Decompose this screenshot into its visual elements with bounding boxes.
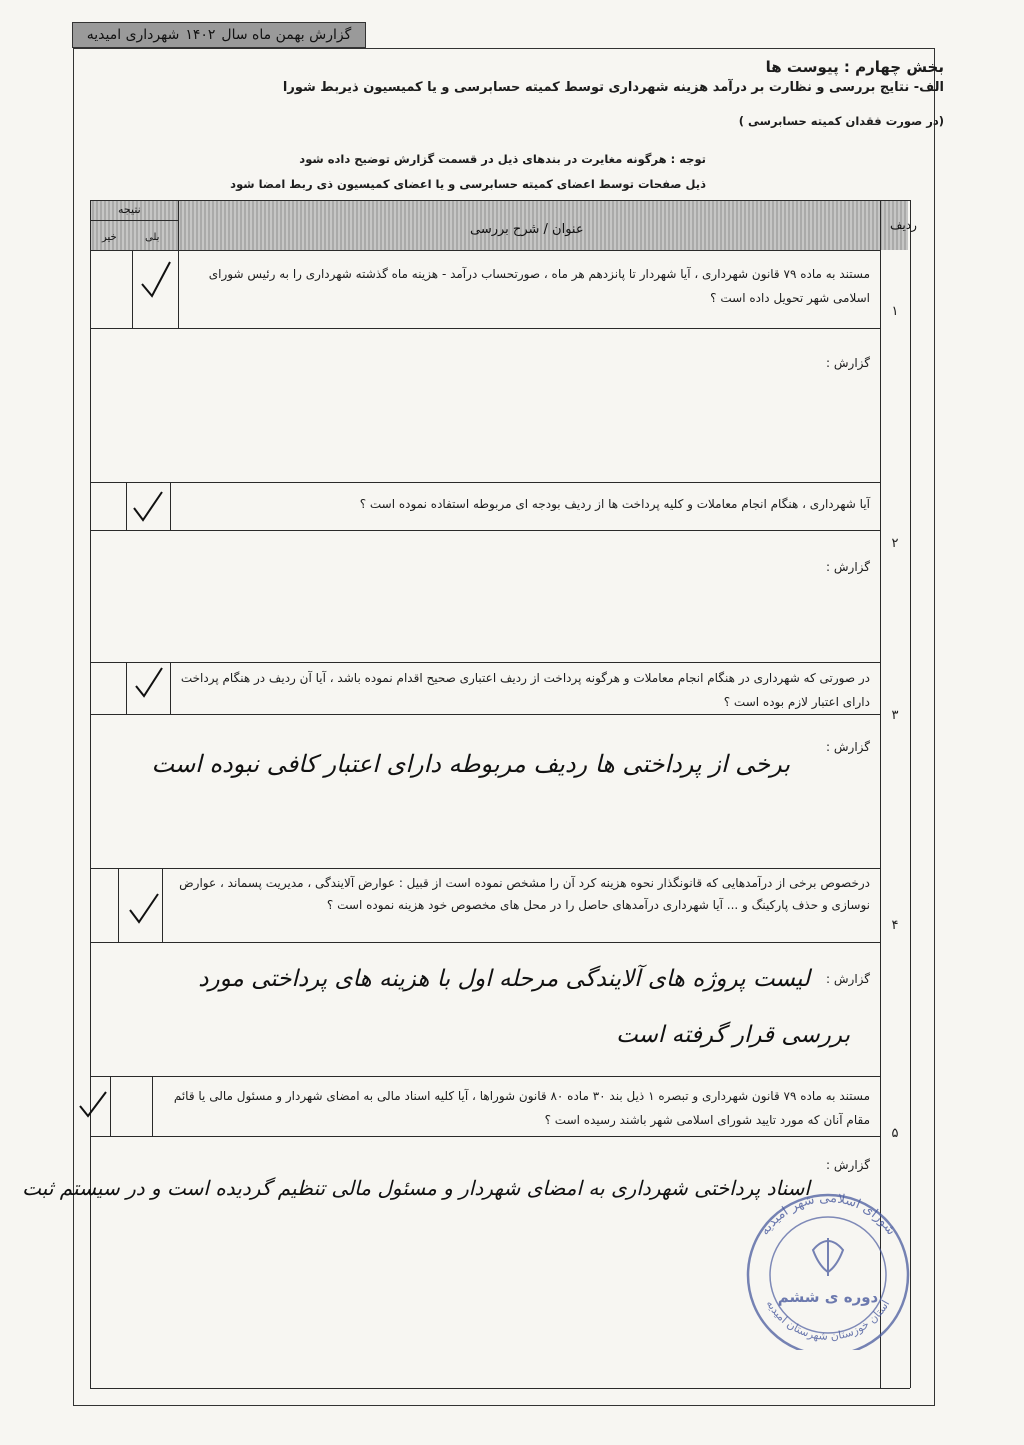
table-top-border <box>90 200 910 201</box>
header-row-no: ردیف <box>890 218 917 232</box>
row-1-bottom-line <box>90 482 880 483</box>
section-title: بخش چهارم : پیوست ها <box>765 58 944 76</box>
row-3-question: در صورتی که شهرداری در هنگام انجام معاملات و هرگونه پرداخت از ردیف اعتباری صحیح اقدام نموده باشد ، آیا آن ردیف در هنگام پرداخت دارای اعتبار لازم بوده است ؟ <box>180 671 870 709</box>
result-divider-2 <box>170 482 171 530</box>
row-4-question: درخصوص برخی از درآمدهایی که قانونگذار نحوه هزینه کرد آن را مشخص نموده است از قبیل : عوارض آلایندگی ، مدیریت پسماند ، عوارض نوسازی و حذف پارکینگ و ... آیا شهرداری درآمدهای حاصل را در محل های مخصوص خود هزینه نموده است ؟ <box>179 876 870 912</box>
row-4-question-line <box>90 942 880 943</box>
row-4-answer: لیست پروژه های آلایندگی مرحله اول با هزینه های پرداختی مورد <box>198 966 810 992</box>
stamp-top-text: شورای اسلامی شهر امیدیه <box>757 1190 899 1239</box>
row-3-check-icon <box>132 664 166 702</box>
row-4-check-icon <box>126 890 162 928</box>
result-subheader-line <box>90 220 178 221</box>
stamp-emblem-icon <box>813 1238 843 1276</box>
row-2-bottom-line <box>90 662 880 663</box>
row-5-question-line <box>90 1136 880 1137</box>
header-no: خیر <box>102 232 117 243</box>
svg-text:شورای اسلامی شهر امیدیه <box>757 1191 898 1238</box>
yes-no-divider-3 <box>126 662 127 714</box>
row-5-answer: اسناد پرداختی شهرداری به امضای شهردار و مسئول مالی تنظیم گردیده است و در سیستم ثبت <box>22 1176 810 1200</box>
row-3-number: ۳ <box>891 708 899 723</box>
row-4-bottom-line <box>90 1076 880 1077</box>
row-1-question: مستند به ماده ۷۹ قانون شهرداری ، آیا شهردار تا پانزدهم هر ماه ، صورتحساب درآمد - هزینه ماه گذشته شهرداری را به رئیس شورای اسلامی شهر تحویل داده است ؟ <box>208 267 870 305</box>
row-3-question-line <box>90 714 880 715</box>
report-header <box>72 22 366 48</box>
row-4-answer-line-2: بررسی قرار گرفته است <box>616 1022 850 1048</box>
row-5-question: مستند به ماده ۷۹ قانون شهرداری و تبصره ۱ ذیل بند ۳۰ ماده ۸۰ قانون شوراها ، آیا کلیه اسناد مالی به امضای شهردار و مسئول مالی یا قائم مقام آنان که مورد تایید شورای اسلامی شهر باشند رسیده است ؟ <box>173 1089 870 1127</box>
table-bottom-border <box>90 1388 910 1389</box>
row-2-question-line <box>90 530 880 531</box>
row-1-number: ۱ <box>891 304 899 319</box>
row-5-check-icon <box>76 1088 110 1122</box>
stamp-bottom-text: استان خوزستان شهرستان امیدیه <box>763 1297 893 1343</box>
row-1-question-line <box>90 328 880 329</box>
stamp-middle-text: دوره ی ششم <box>777 1288 879 1306</box>
row-5-report-label: گزارش : <box>826 1158 870 1172</box>
yes-no-divider-2 <box>126 482 127 530</box>
header-text: گزارش بهمن ماه سال <box>221 27 352 43</box>
note-line-2: ذیل صفحات توسط اعضای کمیته حسابرسی و یا اعضای کمیسیون ذی ربط امضا شود <box>230 177 706 191</box>
yes-no-divider-5 <box>110 1076 111 1136</box>
row-2-question: آیا شهرداری ، هنگام انجام معاملات و کلیه پرداخت ها از ردیف بودجه ای مربوطه استفاده نموده است ؟ <box>359 497 870 511</box>
row-2-check-icon <box>130 488 166 526</box>
yes-no-divider-1 <box>132 250 133 328</box>
row-1-report-label: گزارش : <box>826 356 870 370</box>
header-bottom-line <box>90 250 880 251</box>
row-3-report-label: گزارش : <box>826 740 870 754</box>
result-divider-4 <box>162 868 163 942</box>
row-2-number: ۲ <box>891 536 899 551</box>
header-result: نتیجه <box>118 203 141 216</box>
header-org: شهرداری امیدیه <box>86 27 180 43</box>
section-line-a-note: (در صورت فقدان کمیته حسابرسی ) <box>738 114 944 128</box>
row-4-number: ۴ <box>891 918 899 933</box>
row-1-check-icon <box>138 258 174 302</box>
row-2-report-label: گزارش : <box>826 560 870 574</box>
header-title: عنوان / شرح بررسی <box>470 222 584 237</box>
row-3-bottom-line <box>90 868 880 869</box>
note-line-1: توجه : هرگونه مغایرت در بندهای ذیل در قسمت گزارش توضیح داده شود <box>299 152 706 166</box>
row-5-number: ۵ <box>891 1126 899 1141</box>
section-line-a: الف- نتایج بررسی و نظارت بر درآمد هزینه شهرداری توسط کمیته حسابرسی و یا کمیسیون ذیربط شورا <box>282 80 944 95</box>
result-divider-3 <box>170 662 171 714</box>
row-4-report-label: گزارش : <box>826 972 870 986</box>
yes-no-divider-4 <box>118 868 119 942</box>
table-left-border <box>90 200 91 1388</box>
header-yes: بلی <box>145 232 160 243</box>
row-3-answer: برخی از پرداختی ها ردیف مربوطه دارای اعتبار کافی نبوده است <box>151 750 790 778</box>
official-stamp <box>733 1180 923 1350</box>
header-year: ۱۴۰۲ <box>185 27 216 43</box>
